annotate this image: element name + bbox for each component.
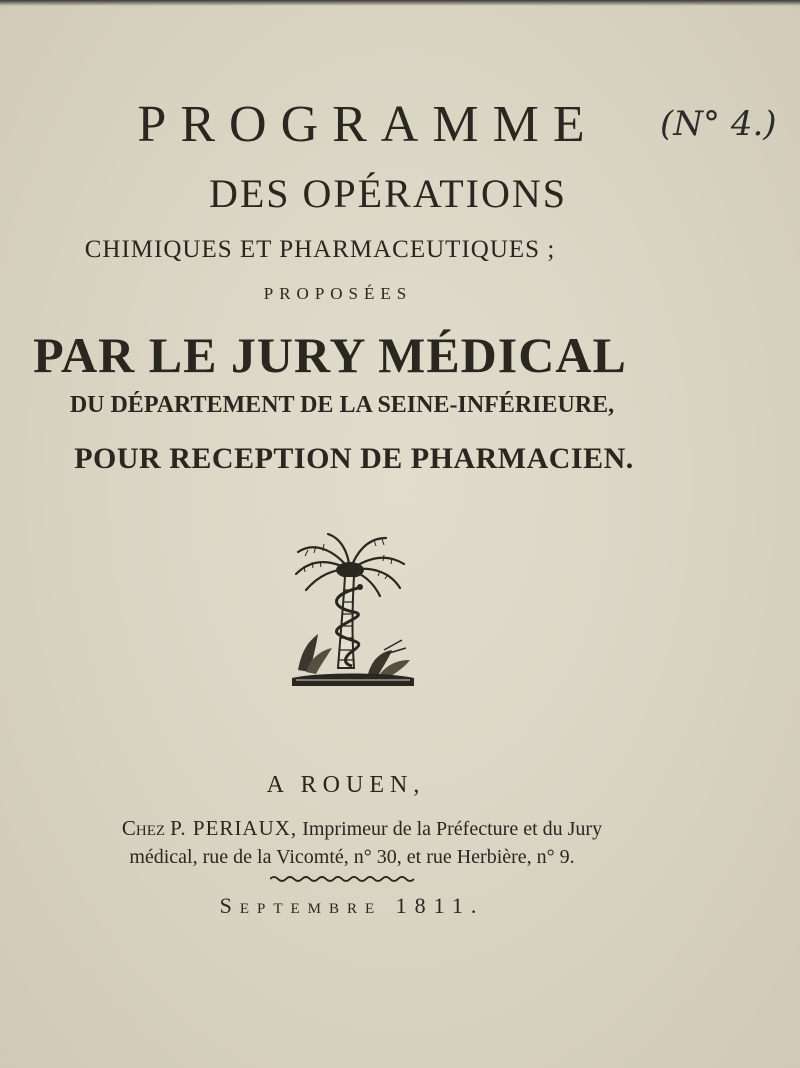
printer-line-1 [0, 816, 762, 841]
heading-jury-medical: PAR LE JURY MÉDICAL [33, 327, 627, 383]
handwritten-number-note: (N° 4.) [660, 104, 777, 144]
printer-name: P. PERIAUX, [170, 816, 298, 840]
heading-departement: DU DÉPARTEMENT DE LA SEINE-INFÉRIEURE, [69, 392, 615, 418]
heading-proposees: PROPOSÉES [263, 284, 413, 303]
heading-des-operations: DES OPÉRATIONS [208, 171, 568, 216]
palm-tree-serpent-icon [288, 530, 418, 690]
page-top-edge [0, 0, 800, 6]
heading-reception: POUR RECEPTION DE PHARMACIEN. [74, 442, 634, 475]
printer-prefix: Chez [121, 816, 166, 840]
printer-line-2: médical, rue de la Vicomté, n° 30, et rue Herbière, n° 9. [129, 846, 575, 868]
imprint-place: A ROUEN, [266, 772, 426, 798]
heading-chimiques: CHIMIQUES ET PHARMACEUTIQUES ; [84, 236, 556, 263]
imprint-date: Septembre 1811. [219, 893, 485, 918]
printer-line1-rest: Imprimeur de la Préfecture et du Jury [302, 818, 603, 840]
document-title: PROGRAMME [137, 96, 599, 153]
ornamental-rule [270, 875, 420, 883]
